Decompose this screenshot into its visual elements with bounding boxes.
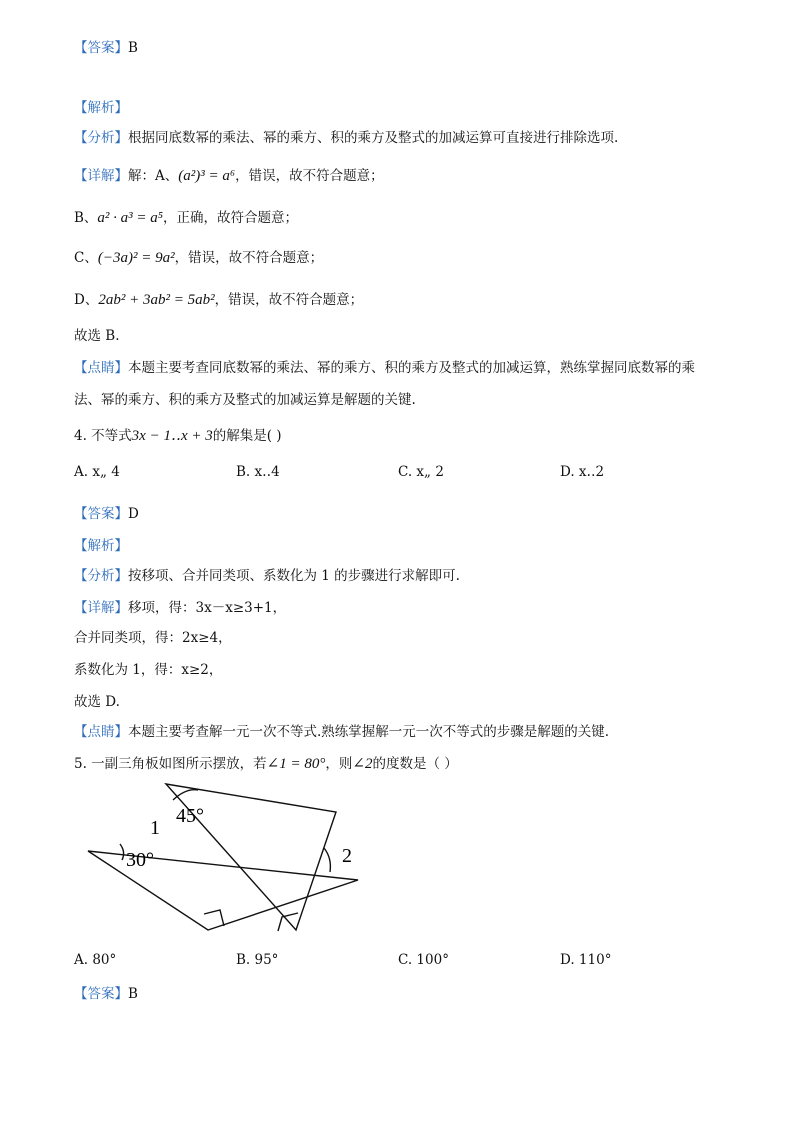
q4-option-d: D. x‥2 xyxy=(560,464,605,480)
formula-c: (−3a)² = 9a² xyxy=(97,250,175,266)
question-5: 5. 一副三角板如图所示摆放，若∠1 = 80°，则∠2的度数是（ ） xyxy=(74,756,458,772)
comment-line-4: 【点睛】本题主要考查解一元一次不等式.熟练掌握解一元一次不等式的步骤是解题的关键. xyxy=(74,724,610,740)
comment-line-3a: 【点睛】本题主要考查同底数幂的乘法、幂的乘方、积的乘方及整式的加减运算，熟练掌握同底数幂的乘 xyxy=(74,360,695,376)
detail-b: B、a² · a³ = a⁵，正确，故符合题意； xyxy=(74,210,299,226)
label-45: 45° xyxy=(176,805,204,827)
question-4: 4. 不等式3x − 1‥x + 3的解集是( ) xyxy=(74,428,282,444)
q4-option-b: B. x‥4 xyxy=(236,464,280,480)
angle2-formula: ∠2 xyxy=(352,756,373,772)
q4-option-a: A. x„ 4 xyxy=(74,464,120,480)
choice-line-4: 故选 D. xyxy=(74,694,120,710)
analysis-heading-3: 【解析】 xyxy=(74,100,128,116)
detail-step-3: 系数化为 1，得：x≥2， xyxy=(74,662,223,678)
answer-tag: 【答案】 xyxy=(74,40,128,56)
label-1: 1 xyxy=(150,817,160,839)
q5-option-b: B. 95° xyxy=(236,952,279,968)
arc-30 xyxy=(120,844,124,860)
comment-line-3b: 法、幂的乘方、积的乘方及整式的加减运算是解题的关键. xyxy=(74,392,416,408)
analysis-heading-4: 【解析】 xyxy=(74,538,128,554)
label-30: 30° xyxy=(126,849,154,871)
answer-line-4: 【答案】D xyxy=(74,506,139,522)
q5-option-a: A. 80° xyxy=(74,952,117,968)
triangle-set-figure xyxy=(80,776,370,936)
detail-d: D、2ab² + 3ab² = 5ab²，错误，故不符合题意； xyxy=(74,292,364,308)
q5-option-d: D. 110° xyxy=(560,952,612,968)
formula-a: (a²)³ = a⁶ xyxy=(178,168,236,184)
formula-d: 2ab² + 3ab² = 5ab² xyxy=(98,292,215,308)
analysis-text-4: 【分析】按移项、合并同类项、系数化为 1 的步骤进行求解即可. xyxy=(74,568,460,584)
arc-45 xyxy=(173,790,198,800)
detail-c: C、(−3a)² = 9a²，错误，故不符合题意； xyxy=(74,250,324,266)
answer-line-3: 【答案】B xyxy=(74,40,138,56)
formula-b: a² · a³ = a⁵ xyxy=(97,210,164,226)
inequality-formula: 3x − 1‥x + 3 xyxy=(131,428,213,444)
q4-option-c: C. x„ 2 xyxy=(398,464,444,480)
answer-line-5: 【答案】B xyxy=(74,986,138,1002)
analysis-text-3: 【分析】根据同底数幂的乘法、幂的乘方、积的乘方及整式的加减运算可直接进行排除选项. xyxy=(74,130,619,146)
choice-line-3: 故选 B. xyxy=(74,328,120,344)
detail-step-2: 合并同类项，得：2x≥4， xyxy=(74,630,232,646)
angle1-formula: ∠1 = 80° xyxy=(266,756,326,772)
arc-2 xyxy=(324,848,330,872)
detail-step-1: 【详解】移项，得：3x－x≥3+1， xyxy=(74,600,287,616)
right-angle-mark-left xyxy=(204,910,224,926)
q5-option-c: C. 100° xyxy=(398,952,449,968)
detail-a: 【详解】解：A、(a²)³ = a⁶，错误，故不符合题意； xyxy=(74,168,384,184)
label-2: 2 xyxy=(342,845,352,867)
